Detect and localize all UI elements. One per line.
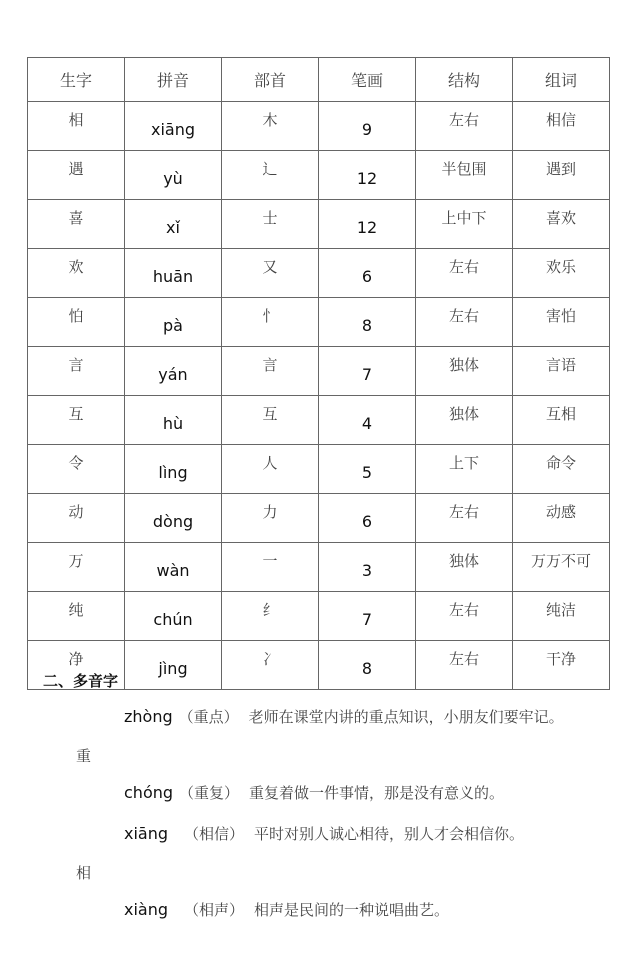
cell-char: 令 (28, 445, 125, 494)
reading-line (124, 823, 524, 844)
reading-line (124, 706, 564, 727)
polyphonic-char: 相 (76, 864, 92, 882)
cell-pinyin: yù (125, 151, 222, 200)
reading-sentence: 平时对别人诚心相待，别人才会相信你。 (254, 825, 525, 843)
table-row (28, 494, 610, 543)
character-table (27, 57, 610, 690)
table-row (28, 151, 610, 200)
cell-word: 命令 (513, 445, 610, 494)
cell-char: 万 (28, 543, 125, 592)
cell-pinyin: chún (125, 592, 222, 641)
cell-char: 纯 (28, 592, 125, 641)
cell-structure: 左右 (416, 298, 513, 347)
table-row (28, 396, 610, 445)
cell-word: 纯洁 (513, 592, 610, 641)
table-row (28, 543, 610, 592)
cell-radical: 辶 (222, 151, 319, 200)
cell-strokes: 12 (319, 200, 416, 249)
reading-pinyin: xiàng (124, 900, 169, 919)
cell-structure: 左右 (416, 494, 513, 543)
header-word: 组词 (513, 58, 610, 102)
cell-structure: 上中下 (416, 200, 513, 249)
cell-strokes: 7 (319, 592, 416, 641)
reading-word: （重复） (179, 784, 240, 802)
cell-structure: 独体 (416, 543, 513, 592)
reading-word: （相信） (184, 825, 245, 843)
header-structure: 结构 (416, 58, 513, 102)
table-row (28, 249, 610, 298)
cell-structure: 独体 (416, 347, 513, 396)
cell-structure: 左右 (416, 102, 513, 151)
reading-line (124, 782, 504, 803)
cell-strokes: 5 (319, 445, 416, 494)
cell-pinyin: hù (125, 396, 222, 445)
cell-structure: 独体 (416, 396, 513, 445)
cell-char: 喜 (28, 200, 125, 249)
cell-radical: 士 (222, 200, 319, 249)
cell-word: 喜欢 (513, 200, 610, 249)
cell-radical: 一 (222, 543, 319, 592)
cell-radical: 言 (222, 347, 319, 396)
reading-pinyin: chóng (124, 783, 174, 802)
polyphonic-char: 重 (76, 747, 92, 765)
header-radical: 部首 (222, 58, 319, 102)
cell-char: 动 (28, 494, 125, 543)
cell-char: 净 (28, 641, 125, 690)
cell-strokes: 6 (319, 249, 416, 298)
cell-word: 动感 (513, 494, 610, 543)
cell-structure: 左右 (416, 641, 513, 690)
reading-pinyin: zhòng (124, 707, 173, 726)
cell-radical: 力 (222, 494, 319, 543)
cell-pinyin: yán (125, 347, 222, 396)
cell-radical: 冫 (222, 641, 319, 690)
cell-radical: 又 (222, 249, 319, 298)
cell-strokes: 7 (319, 347, 416, 396)
table-row (28, 347, 610, 396)
cell-structure: 左右 (416, 592, 513, 641)
header-char: 生字 (28, 58, 125, 102)
cell-char: 遇 (28, 151, 125, 200)
cell-word: 干净 (513, 641, 610, 690)
cell-strokes: 6 (319, 494, 416, 543)
reading-line (124, 899, 449, 920)
section-title: 二、多音字 (43, 672, 119, 690)
cell-strokes: 8 (319, 641, 416, 690)
table-row (28, 200, 610, 249)
cell-strokes: 12 (319, 151, 416, 200)
cell-word: 欢乐 (513, 249, 610, 298)
cell-radical: 忄 (222, 298, 319, 347)
cell-word: 互相 (513, 396, 610, 445)
cell-word: 万万不可 (513, 543, 610, 592)
cell-pinyin: wàn (125, 543, 222, 592)
cell-strokes: 3 (319, 543, 416, 592)
table-row (28, 445, 610, 494)
table-row (28, 102, 610, 151)
table-header-row (28, 58, 610, 102)
cell-structure: 半包围 (416, 151, 513, 200)
cell-pinyin: xiāng (125, 102, 222, 151)
cell-strokes: 4 (319, 396, 416, 445)
reading-pinyin: xiāng (124, 824, 169, 843)
cell-pinyin: huān (125, 249, 222, 298)
table-row (28, 298, 610, 347)
cell-char: 相 (28, 102, 125, 151)
reading-sentence: 重复着做一件事情，那是没有意义的。 (249, 784, 505, 802)
cell-pinyin: lìng (125, 445, 222, 494)
cell-word: 言语 (513, 347, 610, 396)
cell-radical: 纟 (222, 592, 319, 641)
cell-structure: 上下 (416, 445, 513, 494)
cell-char: 怕 (28, 298, 125, 347)
reading-word: （相声） (184, 901, 245, 919)
cell-radical: 互 (222, 396, 319, 445)
cell-strokes: 8 (319, 298, 416, 347)
cell-radical: 木 (222, 102, 319, 151)
header-pinyin: 拼音 (125, 58, 222, 102)
cell-radical: 人 (222, 445, 319, 494)
cell-char: 欢 (28, 249, 125, 298)
cell-pinyin: pà (125, 298, 222, 347)
cell-char: 言 (28, 347, 125, 396)
cell-structure: 左右 (416, 249, 513, 298)
reading-sentence: 相声是民间的一种说唱曲艺。 (254, 901, 450, 919)
cell-strokes: 9 (319, 102, 416, 151)
reading-word: （重点） (178, 708, 239, 726)
cell-word: 遇到 (513, 151, 610, 200)
cell-pinyin: jìng (125, 641, 222, 690)
header-strokes: 笔画 (319, 58, 416, 102)
cell-word: 相信 (513, 102, 610, 151)
cell-char: 互 (28, 396, 125, 445)
cell-word: 害怕 (513, 298, 610, 347)
reading-sentence: 老师在课堂内讲的重点知识，小朋友们要牢记。 (248, 708, 564, 726)
table-row (28, 592, 610, 641)
cell-pinyin: dòng (125, 494, 222, 543)
cell-pinyin: xǐ (125, 200, 222, 249)
